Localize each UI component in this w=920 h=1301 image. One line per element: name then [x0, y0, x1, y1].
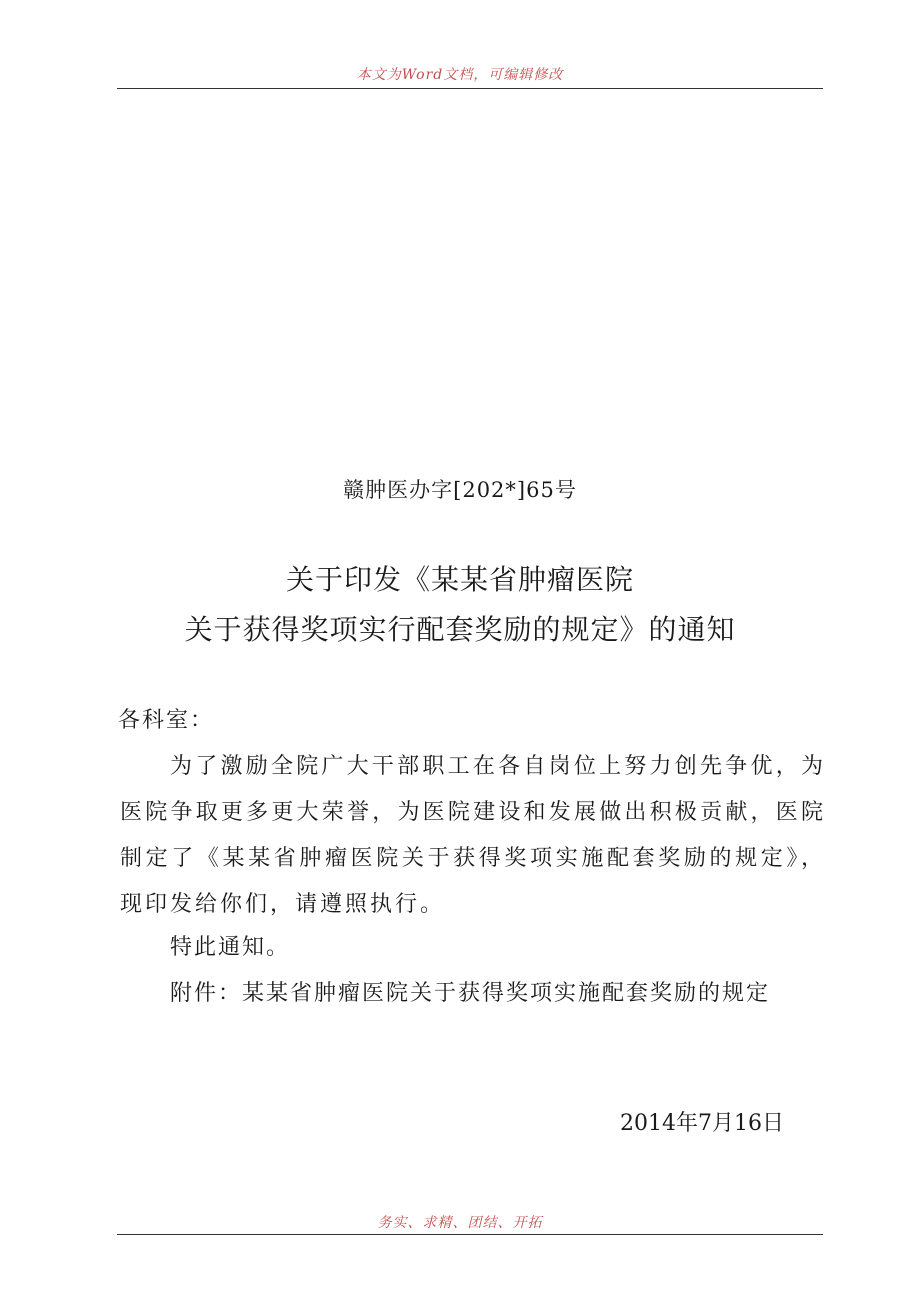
salutation: 各科室： [118, 708, 215, 733]
page-header-text: 本文为Word文档，可编辑修改 [356, 67, 564, 83]
header-rule [117, 88, 823, 89]
document-number: 赣肿医办字[202*]65号 [343, 478, 577, 502]
document-date: 2014年7月16日 [620, 1111, 784, 1136]
attachment-line: 附件：某某省肿瘤医院关于获得奖项实施配套奖励的规定 [170, 981, 771, 1006]
footer-rule [117, 1234, 823, 1235]
page-footer-text: 务实、求精、团结、开拓 [377, 1215, 543, 1231]
body-paragraph: 为了激励全院广大干部职工在各自岗位上努力创先争优，为医院争取更多更大荣誉，为医院建设和发展做出积极贡献，医院制定了《某某省肿瘤医院关于获得奖项实施配套奖励的规定》，现印发给你们，请遵照执行。 [120, 754, 826, 917]
document-title-line-2: 关于获得奖项实行配套奖励的规定》的通知 [184, 613, 736, 646]
document-title-line-1: 关于印发《某某省肿瘤医院 [285, 563, 634, 596]
closing-notice: 特此通知。 [170, 935, 291, 960]
